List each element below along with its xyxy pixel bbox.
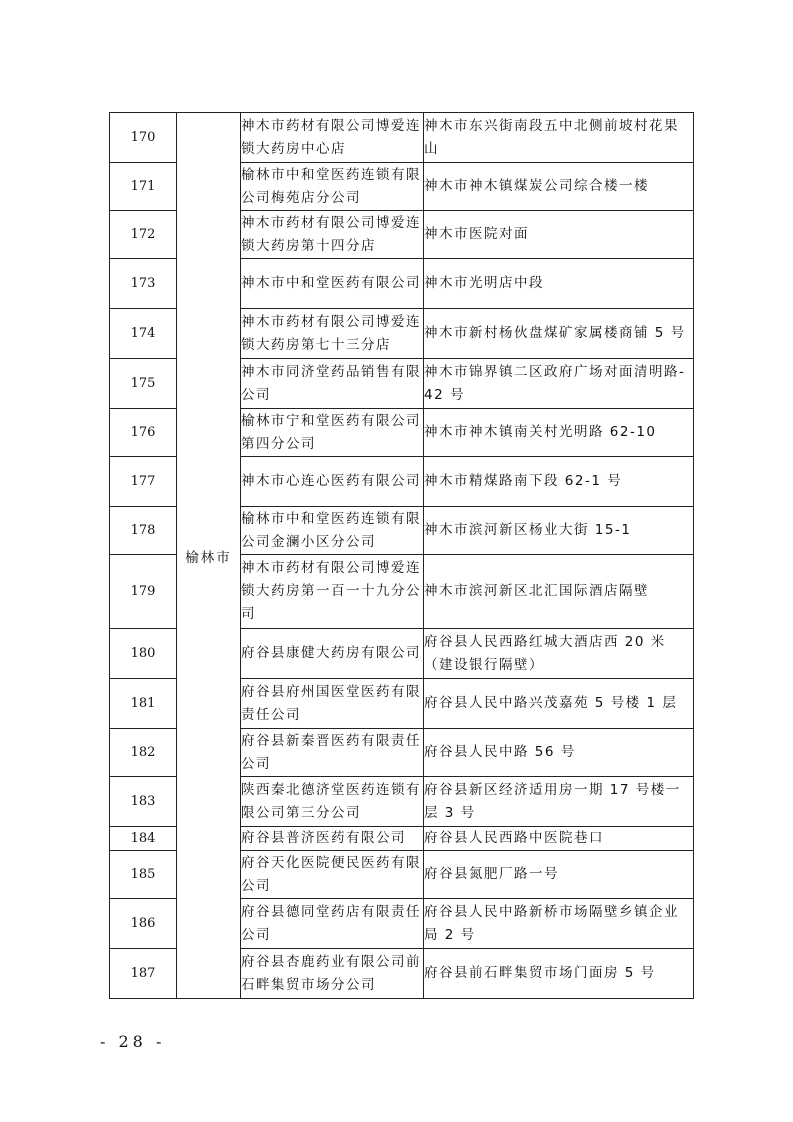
company-name: 神木市药材有限公司博爱连锁大药房第七十三分店 [241,309,424,359]
company-address: 神木市光明店中段 [424,259,694,309]
row-number: 181 [110,679,177,729]
row-number: 176 [110,409,177,457]
row-number: 182 [110,729,177,777]
row-number: 173 [110,259,177,309]
company-name: 府谷天化医院便民医药有限公司 [241,851,424,899]
row-number: 170 [110,113,177,163]
company-name: 府谷县杏鹿药业有限公司前石畔集贸市场分公司 [241,949,424,999]
row-number: 183 [110,777,177,827]
company-address: 神木市神木镇南关村光明路 62-10 [424,409,694,457]
company-name: 府谷县新秦晋医药有限责任公司 [241,729,424,777]
table-row [110,113,694,163]
company-name: 神木市药材有限公司博爱连锁大药房第一百一十九分公司 [241,555,424,629]
company-address: 府谷县氮肥厂路一号 [424,851,694,899]
company-name: 府谷县德同堂药店有限责任公司 [241,899,424,949]
city-cell: 榆林市 [177,113,241,999]
company-address: 府谷县人民西路红城大酒店西 20 米（建设银行隔壁） [424,629,694,679]
row-number: 184 [110,827,177,851]
row-number: 179 [110,555,177,629]
row-number: 180 [110,629,177,679]
company-name: 神木市药材有限公司博爱连锁大药房第十四分店 [241,211,424,259]
company-address: 府谷县前石畔集贸市场门面房 5 号 [424,949,694,999]
company-name: 榆林市宁和堂医药有限公司第四分公司 [241,409,424,457]
page-number: - 28 - [100,1032,166,1051]
company-name: 榆林市中和堂医药连锁有限公司梅苑店分公司 [241,163,424,211]
company-name: 府谷县府州国医堂医药有限责任公司 [241,679,424,729]
company-address: 神木市精煤路南下段 62-1 号 [424,457,694,507]
company-name: 神木市心连心医药有限公司 [241,457,424,507]
row-number: 175 [110,359,177,409]
row-number: 185 [110,851,177,899]
pharmacy-table [109,112,694,999]
company-name: 陕西秦北德济堂医药连锁有限公司第三分公司 [241,777,424,827]
company-address: 神木市医院对面 [424,211,694,259]
row-number: 171 [110,163,177,211]
row-number: 187 [110,949,177,999]
company-address: 府谷县新区经济适用房一期 17 号楼一层 3 号 [424,777,694,827]
company-address: 神木市滨河新区杨业大街 15-1 [424,507,694,555]
company-address: 府谷县人民中路 56 号 [424,729,694,777]
company-address: 府谷县人民中路兴茂嘉苑 5 号楼 1 层 [424,679,694,729]
row-number: 177 [110,457,177,507]
company-name: 神木市药材有限公司博爱连锁大药房中心店 [241,113,424,163]
company-name: 府谷县普济医药有限公司 [241,827,424,851]
company-address: 府谷县人民中路新桥市场隔壁乡镇企业局 2 号 [424,899,694,949]
company-address: 神木市滨河新区北汇国际酒店隔壁 [424,555,694,629]
company-name: 神木市同济堂药品销售有限公司 [241,359,424,409]
company-address: 府谷县人民西路中医院巷口 [424,827,694,851]
row-number: 178 [110,507,177,555]
company-address: 神木市新村杨伙盘煤矿家属楼商铺 5 号 [424,309,694,359]
company-address: 神木市东兴街南段五中北侧前坡村花果山 [424,113,694,163]
company-name: 神木市中和堂医药有限公司 [241,259,424,309]
company-address: 神木市神木镇煤炭公司综合楼一楼 [424,163,694,211]
row-number: 186 [110,899,177,949]
row-number: 174 [110,309,177,359]
company-address: 神木市锦界镇二区政府广场对面清明路-42 号 [424,359,694,409]
company-name: 府谷县康健大药房有限公司 [241,629,424,679]
company-name: 榆林市中和堂医药连锁有限公司金澜小区分公司 [241,507,424,555]
row-number: 172 [110,211,177,259]
